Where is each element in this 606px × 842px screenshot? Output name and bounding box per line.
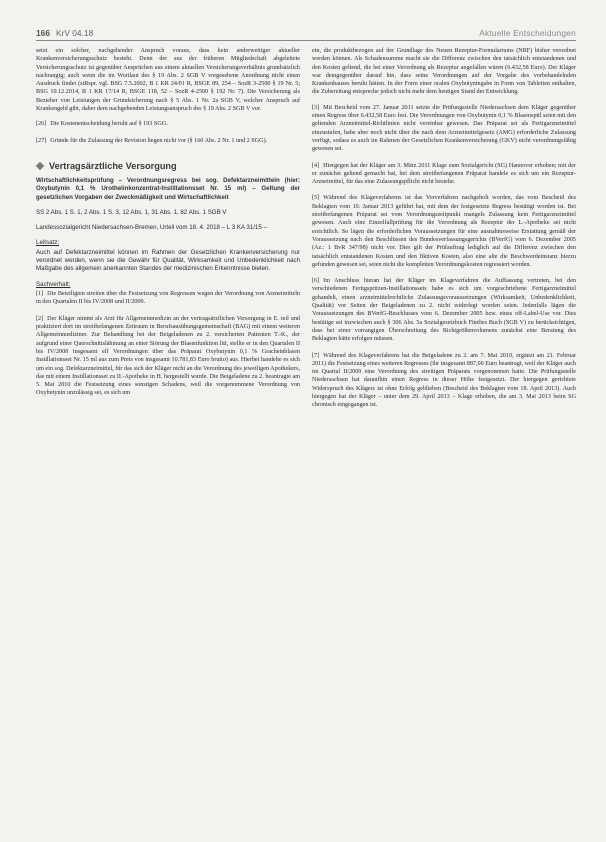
paragraph-text: Während des Klageverfahrens ist das Vorverfahren nachgeholt worden, das vom Bescheid des Beklagten vom 10. Januar 2013 geführt hat, mit dem der festgesetzte Regress bestätigt worden ist. Bei streitbefangenen Präparat sei vom Verordnungszeitpunkt mangels Zulassung kein Fertigarzneimittel gewesen. Auch eine Einzelfallprüfung für die Verordnung als Rezeptur der L.-Apotheke sei nicht ersichtlich. So lägen die erforderlichen Voraussetzungen für eine ausnahmsweise Erstattung gemäß der Voraussetzung nach den Beschlüssen des Bundesverfassungsgerichts (BVerfG) vom 6. Dezember 2005 (Az.: 1 BvR 347/98) nicht vor. Dies gilt der Prüfauftrag lediglich auf die Differenz zwischen den tatsächlich entstandenen Kosten und den fiktiven Kosten, also eine alte die Beschwerdeinstanz hierzu gefunden gewesen sei, seien nicht die kompletten Verordnungskosten regressiert worden. bbox=[312, 195, 576, 268]
paragraph-number: [3] bbox=[312, 104, 320, 111]
leitsatz-text: Auch auf Defektarzneimittel können im Rahmen der Gesetzlichen Krankenversicherung nur verordnet werden, wenn sie die Gewähr für Qualität, Wirksamkeit und Unbedenklichkeit nach Maßgabe des allgemein anerkannten Standes der medizinischen Erkenntnisse bieten. bbox=[36, 248, 300, 273]
paragraph-number: [26] bbox=[36, 121, 47, 128]
paragraph: ein, die produktbezogen auf der Grundlage des Neuen Rezeptur-Formulariums (NRF) bisher verordnet werden können. Als Schadensumme macht sie die Differenz zwischen den tatsächlich entstandenen und den Kosten geltend, die bei einer Verordnung als Rezeptur angefallen wären (6.432,58 Euro). Der Kläger war demgegenüber darauf hin, dass seine Verordnungen auf der Vorgabe des vorbehandelnden Krankenhauses beruht hätten. In der Form einer oralen Oxybutyningabe in Form von Tabletten enthalten, die Zubereitung entspreche jedoch nicht mehr dem heutigen Stand der Entwicklung. bbox=[312, 48, 576, 96]
page-number: 166 bbox=[36, 28, 50, 38]
paragraph-number: [7] bbox=[312, 352, 320, 359]
paragraph: setzt ein solcher, nachgehender Anspruch voraus, dass kein anderweitiger aktueller Krankenversicherungsschutz besteht. Denn der aus der früheren Mitgliedschaft abgeleitete Versicherungsschutz ist gegenüber Ansprüchen aus einem aktuellen Versicherungsverhältnis grundsätzlich nachrangig; auch wenn die im Wortlaut des § 19 Abs. 2 SGB V vorgesehene Anordnung nicht einen Ausdruck findet (stRspr. vgl. BSG 7.5.2002, B 1 KR 24/01 R, BSGE 89, 254 – SozR 3-2500 § 19 Nr. 5; BSG 10.12.2014, B 1 KR 17/14 R, BSGE 118, 52 – SozR 4-2500 § 192 Nr. 7). Die Versicherung als Bezieher von Leistungen der Grundsicherung nach § 5 Abs. 1 Nr. 2a SGB V, welcher Anspruch auf Krankengeld gibt, daher dem nachgehenden Leistungsanspruch des § 19 Abs. 2 SGB V vor. bbox=[36, 48, 300, 113]
page-header bbox=[36, 28, 576, 41]
paragraph-text: Die Beteiligten streiten über die Festsetzung von Regressen wegen der Verordnung von Arzneimitteln in den Quartalen II bis IV/2008 und II/2009. bbox=[36, 291, 300, 306]
paragraph-number: [4] bbox=[312, 162, 320, 169]
paragraph-number: [2] bbox=[36, 315, 44, 322]
paragraph-text: Im Anschluss hieran hat der Kläger im Klageverfahren die Auffassung vertreten, bei den verschiedenen Fertigspritzen-Instillationssets habe es sich um vorgeschriebene Fertigarzneimittel gehandelt, einen arzneimittelrechtliche Zulassungsvoraussetzungen (Wirksamkeit, Unbedenklichkeit, Qualität) vor Seiten der Beigeladenen zu 2. nicht widerlegt worden seien. Jedenfalls lägen die Voraussetzungen des BVerfG-Beschlusses vom 6. Dezember 2005 bzw. eines off-Label-Use vor. Dies bestätige sei inzwischen auch § 306 Abs. 5a Sozialgesetzbuch Fünftes Buch (SGB V) zu berücksichtigen, dass bei einer vorrangigen Überschreitung des Richtgrößenvolumens zunächst eine Beratung des Beklagten hätte erfolgen müssen. bbox=[312, 278, 576, 343]
left-column bbox=[36, 47, 300, 418]
numbered-paragraph bbox=[312, 194, 576, 269]
section-heading-text: Vertragsärztliche Versorgung bbox=[49, 160, 177, 171]
numbered-paragraph bbox=[36, 290, 300, 307]
paragraph-number: [1] bbox=[36, 291, 44, 298]
numbered-paragraph bbox=[312, 162, 576, 187]
paragraph-number: [5] bbox=[312, 195, 320, 202]
numbered-paragraph bbox=[36, 315, 300, 398]
right-column bbox=[312, 47, 576, 418]
paragraph-text: Hiergegen hat der Kläger am 3. März 2011 Klage zum Sozialgericht (SG) Hannover erhoben; mit der er zunächst geltend gemacht hat, bei dem streitbefangenen Präparat handele es sich um ein Rezeptur-Arzneimittel, für das eine Zulassungspflicht nicht bestehe. bbox=[312, 162, 576, 186]
leitsatz-label: Leitsatz: bbox=[36, 239, 60, 247]
sachverhalt-label: Sachverhalt: bbox=[36, 280, 71, 288]
keyword-chain: Wirtschaftlichkeitsprüfung – Verordnungsregress bei sog. Defektarzneimitteln (hier: Oxybutynin 0,1 % Urothelinkonzentrat-Instillationsset Nr. 15 ml) – Geltung der gesetzlichen Vorgaben der Zweckmäßigkeit und Wirtschaftlichkeit bbox=[36, 176, 300, 201]
numbered-paragraph bbox=[36, 120, 300, 128]
paragraph-number: [6] bbox=[312, 278, 320, 285]
paragraph-text: Während des Klageverfahrens hat die Beigeladene zu 2. am 7. Mai 2010, ergänzt am 21. Februar 2011) die Festsetzung eines weiteren Regresses (ihr insgesamt 887,00 Euro beantragt, weil der Kläger auch im Quartal II/2009 eine Verordnung des streitigen Präparats vorgenommen hatte. Die Prüfungsstelle Niedersachsen hat daraufhin einen Regress in dieser Höhe festgesetzt. Der hiergegen gerichtete Widerspruch des Klägers ist ohne Erfolg geblieben (Bescheid des Beklagten vom 18. April 2013). Auch hiergegen hat der Kläger – unter dem 29. April 2013 – Klage erhoben, die am 3. Mai 2013 beim SG chronisch eingegangen ist. bbox=[312, 352, 576, 409]
paragraph-text: Der Kläger nimmt als Arzt für Allgemeinmedizin an der vertragsärztlichen Versorgung in E. teil und praktiziert dort im streitbefangenen Zeitraum in Berufsausübungsgemeinschaft (BAG) mit einem weiteren Allgemeinmediziner. Zur Behandlung bei der Beigeladenen zu 2. versicherten Patienten T.-K., der aufgrund einer Querschnittslähmung an einer Störung der Blasenfunktion litt, stellte er in den Quartalen II bis IV/2008 insgesamt elf Verordnungen über das Präparat Oxybutynin 0,1 % Gracheinblasen Instillationsset Nr. 15 ml aus zum Preis von insgesamt 10.781,83 Euro brutto) aus. Hierbei handelte es sich um ein sog. Defektarzneimittel, für das sich der Kläger nicht an die Verordnung des jeweiligen Apothekers, das mit einem Instillationsset zu II.-Apotheke in H. hergestellt wurde. Die Beigeladene zu 2. beantragte am 5. Mai 2010 die Festsetzung eines sonstigen Schadens, weil die vorgenommene Verordnung von Oxybutynin unzulässig sei, es sich um bbox=[36, 315, 300, 397]
paragraph-text: Gründe für die Zulassung der Revision liegen nicht vor (§ 160 Abs. 2 Nr. 1 und 2 SGG). bbox=[50, 137, 268, 144]
section-label: Aktuelle Entscheidungen bbox=[479, 28, 576, 38]
numbered-paragraph bbox=[312, 352, 576, 410]
section-heading bbox=[36, 161, 300, 171]
numbered-paragraph bbox=[312, 277, 576, 343]
numbered-paragraph bbox=[312, 104, 576, 154]
paragraph-text: Mit Bescheid vom 27. Januar 2011 setzte die Prüfungsstelle Niedersachsen dem Kläger gegenüber einen Regress über 6.432,58 Euro fest. Die Verordnungen von Oxybutynin 0,1 % Blasenspül seien mit den geltenden Arzneimittel-Richtlinien nicht vereinbar gewesen. Das Präparat sei als Fertigarzneimittel einzustufen, habe aber noch nicht über die nach dem Arzneimittelgesetz (AMG) erforderliche Zulassung verfügt, sodass es auch im Rahmen der Gesetzlichen Krankenversicherung (GKV) nicht verordnungsfähig gewesen sei. bbox=[312, 104, 576, 153]
paragraph-number: [27] bbox=[36, 137, 47, 144]
court-citation: Landessozialgericht Niedersachsen-Bremen, Urteil vom 18. 4. 2018 – L 3 KA 31/15 – bbox=[36, 224, 267, 232]
diamond-bullet-icon bbox=[36, 162, 44, 170]
journal-issue: KrV 04.18 bbox=[55, 28, 94, 38]
paragraph-text: Die Kostenentscheidung beruht auf § 193 SGG. bbox=[50, 121, 168, 128]
norm-references: SS 2 Abs. 1 S. 1, 2 Abs. 1 S. 3, 12 Abs. 1, 31 Abs. 1, 82 Abs. 1 SGB V bbox=[36, 208, 227, 216]
two-column-layout bbox=[36, 47, 576, 418]
numbered-paragraph bbox=[36, 137, 300, 145]
